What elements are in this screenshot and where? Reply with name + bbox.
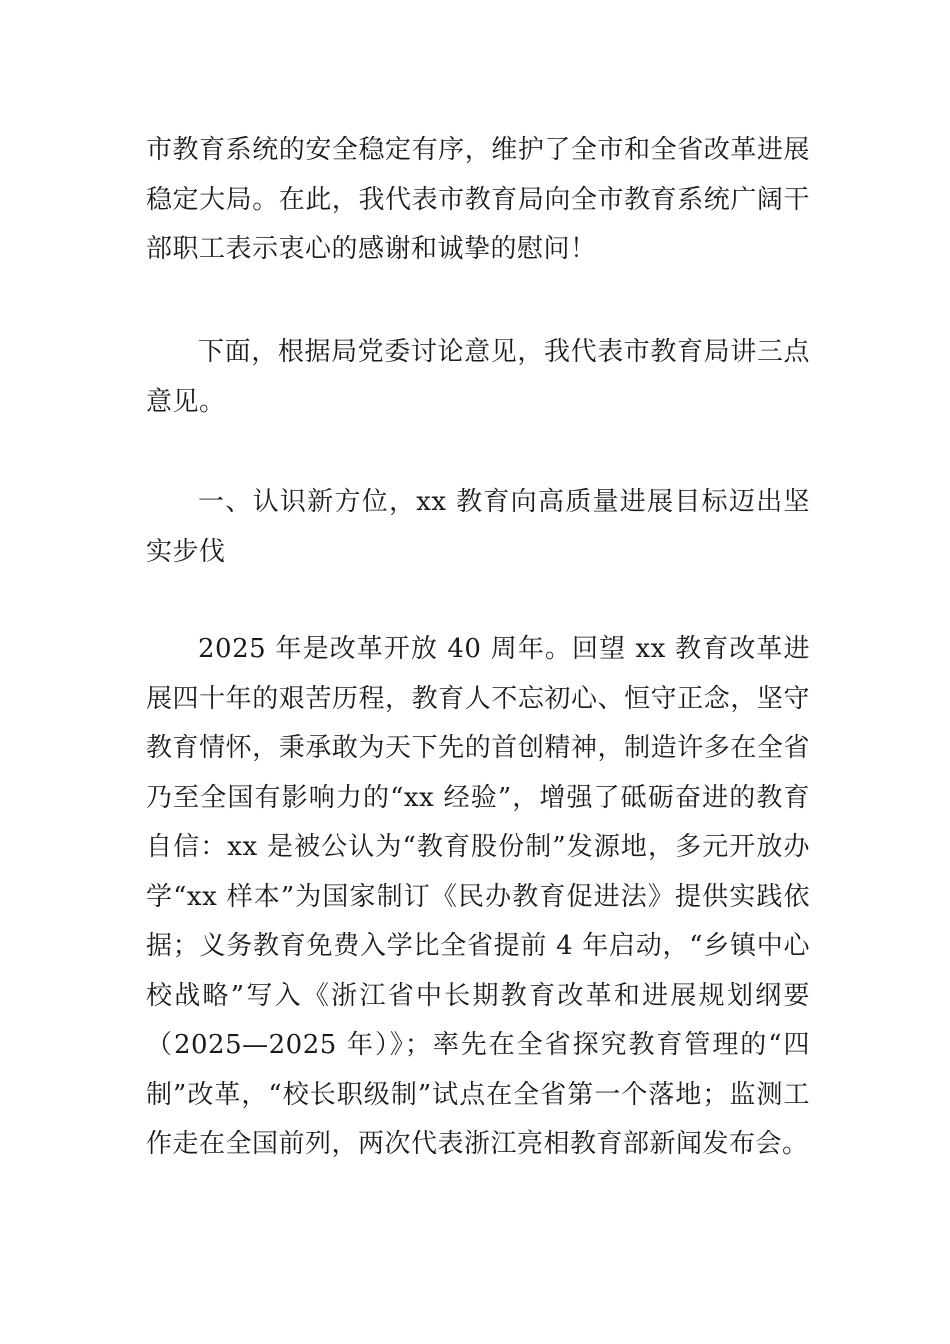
section-heading: 一、认识新方位，xx 教育向高质量进展目标迈出坚实步伐 xyxy=(146,487,810,567)
paragraph-body: 2025 年是改革开放 40 周年。回望 xx 教育改革进展四十年的艰苦历程，教育人不忘初心、恒守正念，坚守教育情怀，秉承敢为天下先的首创精神，制造许多在全省乃至全国有影响力的“xx 经验”，增强了砥砺奋进的教育自信：xx 是被公认为“教育股份制”发源地，多元开放办学“xx 样本”为国家制订《民办教育促进法》提供实践依据；义务教育免费入学比全省提前 4 年启动，“乡镇中心校战略”写入《浙江省中长期教育改革和进展规划纲要（2025—2025 年）》；率先在全省探究教育管理的“四制”改革，“校长职级制”试点在全省第一个落地；监测工作走在全国前列，两次代表浙江亮相教育部新闻发布会。 xyxy=(146,634,810,1159)
paragraph-continuation: 市教育系统的安全稳定有序，维护了全市和全省改革进展稳定大局。在此，我代表市教育局向全市教育系统广阔干部职工表示衷心的感谢和诚挚的慰问！ xyxy=(146,135,810,264)
paragraph-intro: 下面，根据局党委讨论意见，我代表市教育局讲三点意见。 xyxy=(146,337,810,417)
